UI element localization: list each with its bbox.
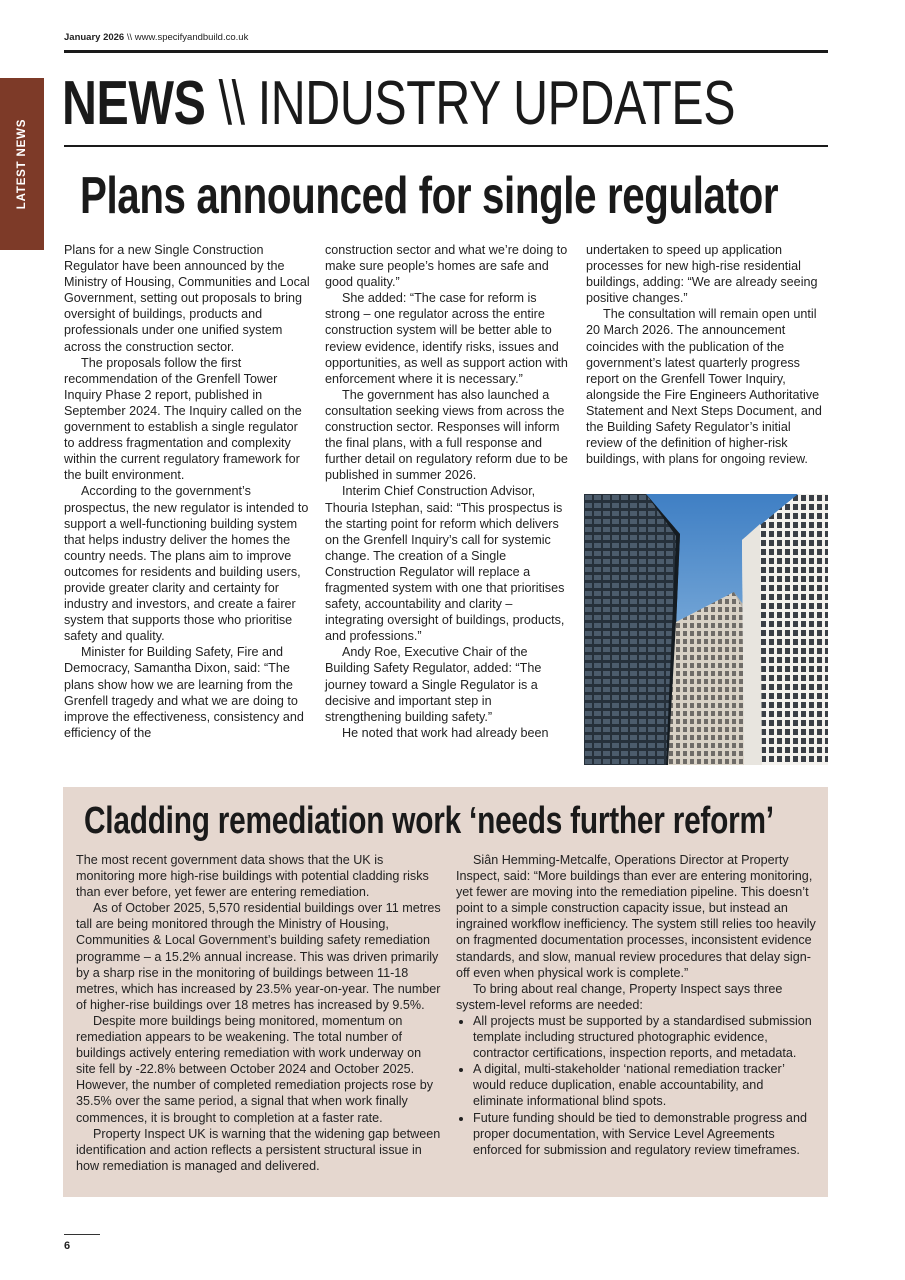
paragraph: Plans for a new Single Construction Regulator have been announced by the Ministry of Housing, Communities and Local Government, setting out proposals to bring oversight of buildings, products and professionals under one unified system across the construction sector. [64,243,310,354]
top-rule [64,50,828,53]
issue-date: January 2026 [64,32,125,43]
section-title-bold: NEWS [62,69,206,138]
article-1-column-1 [64,242,310,741]
list-item: • Future funding should be tied to demonstrable progress and proper documentation, with Service Level Agreements enforced for submission and regulatory review timeframes. [473,1110,816,1158]
paragraph: construction sector and what we’re doing to make sure people’s homes are safe and good quality.” [325,243,568,290]
section-title [62,68,735,140]
reforms-list [456,1013,816,1158]
article-1-headline: Plans announced for single regulator [80,167,779,225]
article-1-column-2 [325,242,571,741]
paragraph: Minister for Building Safety, Fire and Democracy, Samantha Dixon, said: “The plans show how we are learning from the Grenfell tragedy and what we are doing to improve the effectiveness, consistency and efficiency of the [64,645,304,740]
paragraph: She added: “The case for reform is strong – one regulator across the entire construction system will be better able to review evidence, identify risks, issues and opportunities, as well as support action with enforcement where it is necessary.” [325,291,568,386]
paragraph: As of October 2025, 5,570 residential buildings over 11 metres tall are being monitored through the Ministry of Housing, Communities & Local Government’s building safety remediation programme – a 15.2% annual increase. This was driven primarily by a sharp rise in the monitoring of buildings between 11-18 metres, which has increased by 23.5% year-on-year. The number of higher-rise buildings over 18 metres has increased by 9.5%. [76,901,441,1012]
list-item: • A digital, multi-stakeholder ‘national remediation tracker’ would reduce duplication, enable accountability, and eliminate informational blind spots. [473,1061,816,1109]
section-tab [0,78,44,250]
section-rule [64,145,828,147]
paragraph: To bring about real change, Property Inspect says three system-level reforms are needed: [456,981,783,1012]
list-item: • All projects must be supported by a standardised submission template including structured photographic evidence, contractor certifications, inspection reports, and metadata. [473,1013,816,1061]
header-separator: \\ [124,32,135,43]
paragraph: The most recent government data shows that the UK is monitoring more high-rise buildings with potential cladding risks than ever before, yet fewer are entering remediation. [76,853,429,900]
paragraph: Despite more buildings being monitored, momentum on remediation appears to be weakening. The total number of buildings actively entering remediation with work underway on site fell by -22.8% between October 2024 and October 2025. However, the number of completed remediation projects rose by 35.5% over the same period, a signal that when work finally commences, it is brought to completion at a faster rate. [76,1013,434,1125]
paragraph: The proposals follow the first recommendation of the Grenfell Tower Inquiry Phase 2 report, published in September 2024. The Inquiry called on the government to establish a single regulator to address fragmentation and complexity within the current regulatory framework for the built environment. [64,355,302,483]
paragraph: He noted that work had already been [342,725,549,740]
paragraph: The consultation will remain open until 20 March 2026. The announcement coincides with the publication of the government’s latest quarterly progress report on the Grenfell Tower Inquiry, alongside the Fire Engineers Authoritative Statement and Next Steps Document, and the Building Safety Regulator’s initial review of the definition of higher-risk buildings, with plans for ongoing review. [586,307,822,467]
paragraph: Siân Hemming-Metcalfe, Operations Director at Property Inspect, said: “More buildings than ever are entering monitoring, yet fewer are moving into the remediation pipeline. This doesn’t point to a simple construction capacity issue, but instead an ingrained workflow inefficiency. The system still relies too heavily on fragmented documentation processes, inconsistent evidence standards, and slow, manual review procedures that delay sign-off even when physical work is complete.” [456,853,816,980]
page-number-rule [64,1234,100,1235]
article-2-column-2 [456,852,816,1158]
website-url[interactable]: www.specifyandbuild.co.uk [134,32,249,43]
paragraph: undertaken to speed up application processes for new high-rise residential buildings, adding: “We are already seeing positive changes.” [586,243,818,306]
paragraph: Andy Roe, Executive Chair of the Building Safety Regulator, added: “The journey toward a Single Regulator is a decisive and important step in strengthening building safety.” [325,645,542,724]
paragraph: Property Inspect UK is warning that the widening gap between identification and action reflects a persistent structural issue in how remediation is managed and delivered. [76,1126,441,1173]
article-1-column-3 [586,242,828,467]
article-2-column-1 [76,852,442,1174]
section-title-rest: \\ INDUSTRY UPDATES [205,69,736,138]
paragraph: Interim Chief Construction Advisor, Thouria Istephan, said: “This prospectus is the starting point for reform which delivers on the Grenfell Inquiry’s call for systemic change. The creation of a Single Construction Regulator will replace a fragmented system with one that prioritises safety, accountability and clarity – integrating oversight of buildings, products, and professions.” [325,484,565,644]
page-number: 6 [64,1240,71,1252]
paragraph: According to the government’s prospectus, the new regulator is intended to support a well-functioning building system that helps industry deliver the homes the country needs. The plans aim to improve outcomes for residents and building users, provide greater clarity and certainty for industry and investors, and create a fairer system that supports those who prioritise safety and quality. [64,484,309,644]
section-tab-label: LATEST NEWS [16,118,28,210]
paragraph: The government has also launched a consultation seeking views from across the construction sector. Responses will inform the final plans, with a full response and further detail on regulatory reform due to be published in summer 2026. [325,387,568,483]
article-2-headline: Cladding remediation work ‘needs further reform’ [84,800,774,842]
high-rise-buildings-photo [584,494,828,765]
issue-header [64,32,248,43]
